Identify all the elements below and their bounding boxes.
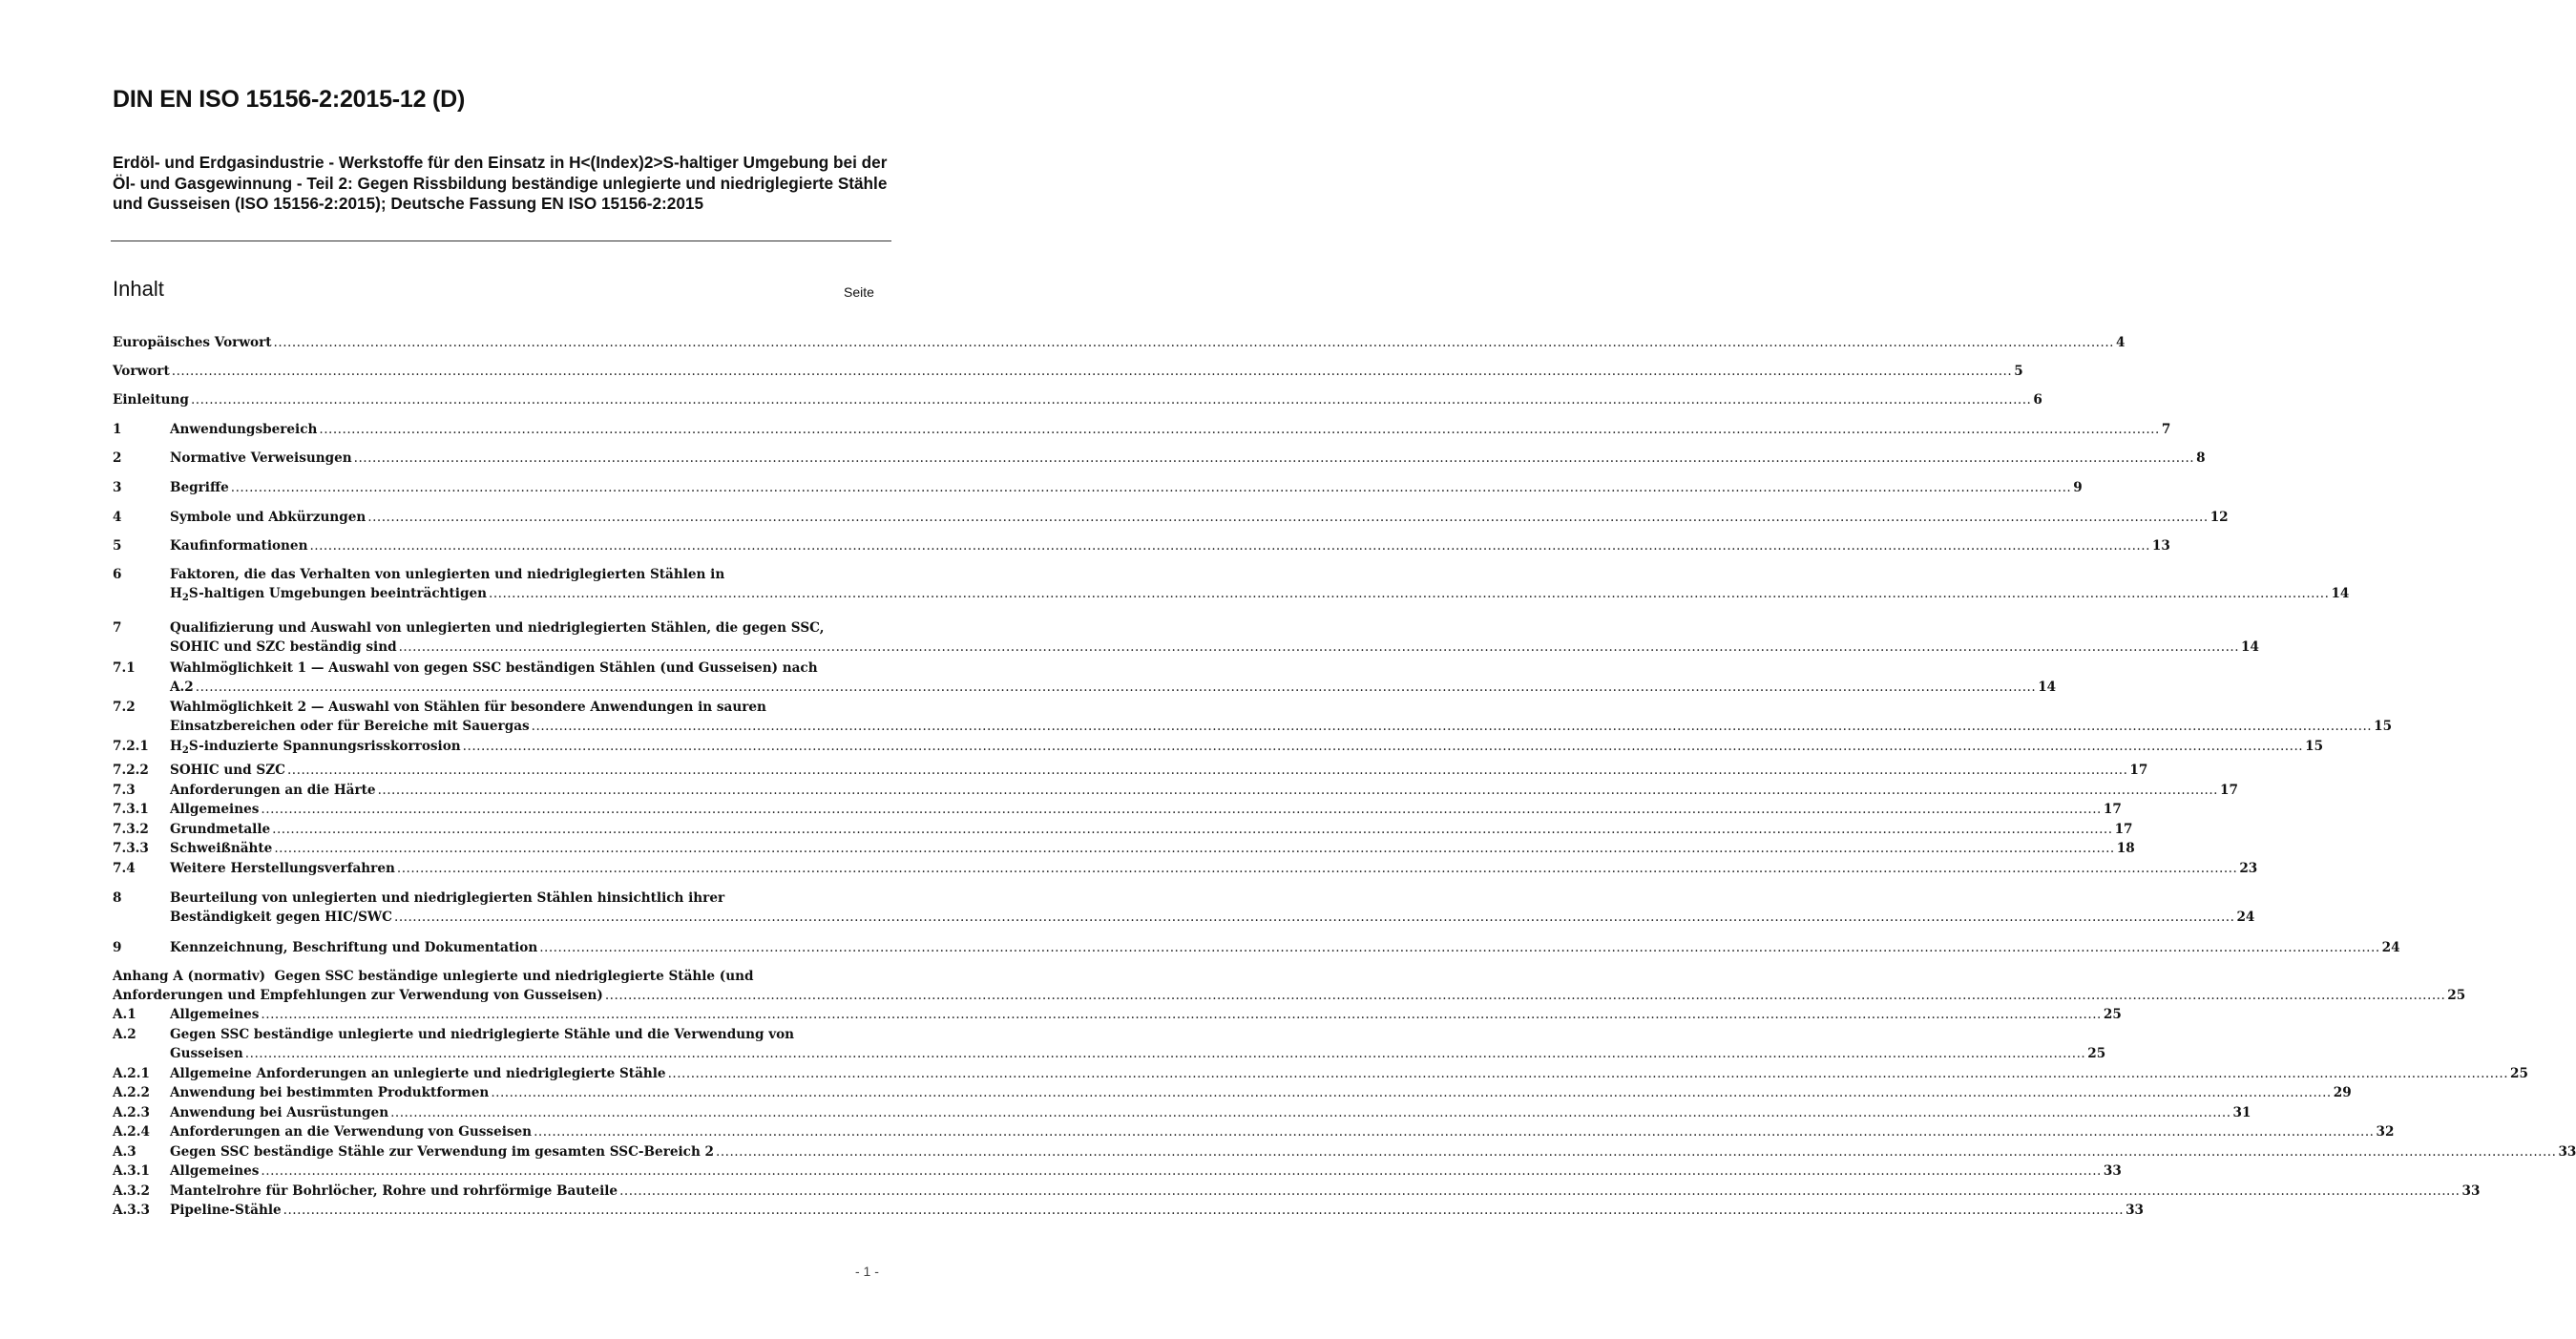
- toc-entry[interactable]: [113, 859, 2258, 878]
- toc-entry-title: [170, 1025, 794, 1044]
- toc-section-number: 7.2: [113, 700, 136, 715]
- toc-page-number: 33: [2103, 1163, 2122, 1179]
- toc-entry-title: [170, 698, 766, 717]
- toc-entry[interactable]: [113, 565, 2350, 609]
- toc-page-number: 13: [2151, 538, 2170, 554]
- toc-page-number: 24: [2236, 910, 2255, 926]
- toc-entry-title: [170, 1122, 532, 1141]
- toc-title-text: Schweißnähte: [170, 841, 273, 856]
- subscript: 2: [181, 745, 189, 756]
- toc-entry[interactable]: [113, 781, 2238, 800]
- toc-leader-dots: ................................................................................................................................................................................................................................................................................................................................................................................................................: [534, 1124, 2375, 1140]
- toc-page-number: 9: [2073, 480, 2083, 495]
- toc-entry[interactable]: [113, 449, 2206, 468]
- toc-leader-dots: ................................................................................................................................................................................................................................................................................................................................................................................................................: [283, 1203, 2125, 1218]
- toc-entry[interactable]: [113, 362, 2023, 381]
- toc-page-number: 25: [2510, 1066, 2528, 1081]
- toc-entry-title: [170, 938, 537, 957]
- toc-section-number: 2: [113, 450, 122, 466]
- toc-title-text: Allgemeines: [170, 1163, 260, 1179]
- toc-page-number: 23: [2239, 861, 2258, 876]
- toc-entry-title-continued: [170, 908, 392, 927]
- toc-page-number: 33: [2126, 1203, 2145, 1218]
- toc-title-text: Allgemeines: [170, 802, 260, 817]
- toc-title-text: Symbole und Abkürzungen: [170, 510, 367, 525]
- toc-section-number: A.1: [113, 1007, 136, 1022]
- toc-section-number: 7.3: [113, 783, 136, 798]
- toc-leader-dots: ................................................................................................................................................................................................................................................................................................................................................................................................................: [390, 1105, 2231, 1120]
- toc-section-number: 7.2.1: [113, 739, 149, 754]
- toc-page-number: 31: [2232, 1105, 2251, 1120]
- toc-entry-title: [170, 1142, 714, 1161]
- toc-entry[interactable]: [113, 1161, 2122, 1181]
- toc-entry-title: [170, 1083, 489, 1102]
- toc-section-number: 3: [113, 480, 122, 495]
- toc-leader-dots: ................................................................................................................................................................................................................................................................................................................................................................................................................: [489, 586, 2330, 602]
- toc-entry[interactable]: [113, 967, 2466, 1006]
- toc-section-number: A.3.3: [113, 1203, 150, 1218]
- toc-title-text: Begriffe: [170, 480, 229, 495]
- toc-leader-dots: ................................................................................................................................................................................................................................................................................................................................................................................................................: [274, 841, 2115, 856]
- toc-section-number: 7.3.2: [113, 822, 149, 837]
- toc-entry[interactable]: [113, 839, 2135, 858]
- toc-leader-dots: ................................................................................................................................................................................................................................................................................................................................................................................................................: [367, 510, 2209, 525]
- toc-entry-title: [113, 362, 170, 381]
- toc-page-number: 25: [2447, 988, 2466, 1004]
- toc-title-part: H: [170, 739, 182, 754]
- toc-entry-title: [170, 839, 272, 858]
- toc-entry-title: [170, 565, 724, 584]
- toc-entry-title: [170, 781, 376, 800]
- toc-title-text: Kaufinformationen: [170, 538, 308, 554]
- toc-entry-title: [170, 1064, 666, 1083]
- toc-title-text: Anforderungen und Empfehlungen zur Verwendung von Gusseisen): [113, 988, 603, 1004]
- toc-heading: Inhalt: [113, 277, 164, 301]
- toc-title-text: SOHIC und SZC beständig sind: [170, 639, 397, 656]
- toc-page-number: 14: [2038, 680, 2057, 696]
- toc-title-text: Europäisches Vorwort: [113, 335, 272, 350]
- toc-entry-title-continued: [170, 678, 194, 697]
- toc-entry-title: [170, 508, 366, 527]
- toc-leader-dots: ................................................................................................................................................................................................................................................................................................................................................................................................................: [244, 1046, 2086, 1062]
- toc-page-number: 12: [2209, 510, 2229, 525]
- toc-title-text: Beurteilung von unlegierten und niedriglegierten Stählen hinsichtlich ihrer: [170, 890, 725, 906]
- toc-title-text: S-haltigen Umgebungen beeinträchtigen: [188, 586, 488, 602]
- toc-entry-title: [170, 420, 317, 439]
- document-subtitle: Erdöl- und Erdgasindustrie - Werkstoffe für den Einsatz in H<(Index)2>S-haltiger Umgebung bei der Öl- und Gasgewinnung - Teil 2: Gegen Rissbildung beständige unlegierte und niedriglegierte Stähle und Gusseisen (ISO 15156-2:2015); Deutsche Fassung EN ISO 15156-2:2015: [113, 153, 888, 213]
- toc-page-number: 15: [2374, 719, 2393, 735]
- toc-title-text: Gegen SSC beständige Stähle zur Verwendung im gesamten SSC-Bereich 2: [170, 1144, 715, 1160]
- toc-section-number: 7.4: [113, 861, 136, 876]
- page-column-label: Seite: [844, 284, 874, 300]
- toc-section-number: 7: [113, 620, 122, 636]
- toc-page-number: 17: [2103, 802, 2122, 817]
- toc-page-number: 24: [2381, 940, 2400, 955]
- toc-page-number: 14: [2331, 586, 2350, 602]
- toc-entry[interactable]: [113, 1142, 2576, 1161]
- toc-entry-title-continued: [170, 1044, 243, 1063]
- toc-title-text: Kennzeichnung, Beschriftung und Dokumentation: [170, 940, 538, 955]
- toc-section-number: 8: [113, 890, 122, 906]
- toc-entry-title: [170, 1103, 388, 1122]
- toc-title-text: Wahlmöglichkeit 1 — Auswahl von gegen SSC beständigen Stählen (und Gusseisen) nach: [170, 660, 818, 676]
- toc-entry-title: [170, 1182, 618, 1201]
- toc-title-text: A.2: [170, 680, 194, 696]
- toc-title-text: Allgemeine Anforderungen an unlegierte und niedriglegierte Stähle: [170, 1066, 666, 1081]
- toc-leader-dots: ................................................................................................................................................................................................................................................................................................................................................................................................................: [394, 910, 2235, 926]
- toc-title-text: Anwendungsbereich: [170, 422, 318, 437]
- toc-title-text: Einsatzbereichen oder für Bereiche mit Sauergas: [170, 719, 530, 735]
- toc-page-number: 17: [2220, 783, 2238, 798]
- toc-section-number: A.2.1: [113, 1066, 150, 1081]
- toc-entry-title: [170, 820, 270, 839]
- toc-page-number: 29: [2333, 1085, 2352, 1100]
- toc-entry[interactable]: [113, 390, 2042, 409]
- toc-leader-dots: ................................................................................................................................................................................................................................................................................................................................................................................................................: [396, 861, 2238, 876]
- toc-entry[interactable]: [113, 536, 2170, 555]
- toc-leader-dots: ................................................................................................................................................................................................................................................................................................................................................................................................................: [619, 1183, 2461, 1199]
- toc-entry-title: [170, 1161, 259, 1181]
- toc-entry[interactable]: [113, 761, 2148, 780]
- toc-section-number: 9: [113, 940, 122, 955]
- toc-leader-dots: ................................................................................................................................................................................................................................................................................................................................................................................................................: [539, 940, 2380, 955]
- toc-page-number: 17: [2114, 822, 2133, 837]
- toc-page-number: 15: [2305, 739, 2324, 754]
- toc-title-text: Beständigkeit gegen HIC/SWC: [170, 910, 392, 926]
- toc-section-number: A.2: [113, 1027, 136, 1042]
- toc-section-number: 7.3.1: [113, 802, 149, 817]
- document-title: DIN EN ISO 15156-2:2015-12 (D): [113, 86, 466, 113]
- toc-title-text: SOHIC und SZC: [170, 763, 285, 778]
- toc-leader-dots: ................................................................................................................................................................................................................................................................................................................................................................................................................: [286, 763, 2128, 778]
- toc-entry[interactable]: [113, 1103, 2251, 1122]
- toc-leader-dots: ................................................................................................................................................................................................................................................................................................................................................................................................................: [353, 450, 2195, 466]
- toc-section-number: A.3.1: [113, 1163, 150, 1179]
- toc-leader-dots: ................................................................................................................................................................................................................................................................................................................................................................................................................: [261, 802, 2102, 817]
- toc-title-text: Grundmetalle: [170, 822, 271, 837]
- toc-entry-title: [170, 800, 259, 819]
- toc-leader-dots: ................................................................................................................................................................................................................................................................................................................................................................................................................: [377, 783, 2219, 798]
- toc-title-text: Allgemeines: [170, 1007, 260, 1022]
- toc-entry[interactable]: [113, 889, 2255, 928]
- toc-title-text: Gegen SSC beständige unlegierte und niedriglegierte Stähle und die Verwendung von: [170, 1027, 795, 1042]
- toc-entry[interactable]: [113, 1025, 2106, 1064]
- toc-section-number: 7.2.2: [113, 763, 149, 778]
- toc-page-number: 4: [2115, 335, 2126, 350]
- toc-title-text: Pipeline-Stähle: [170, 1203, 282, 1218]
- toc-title-text: Mantelrohre für Bohrlöcher, Rohre und rohrförmige Bauteile: [170, 1183, 618, 1199]
- toc-title-text: Gegen SSC beständige unlegierte und niedriglegierte Stähle (und: [274, 969, 754, 984]
- toc-page-number: 6: [2033, 392, 2042, 408]
- toc-page-number: 8: [2196, 450, 2206, 466]
- toc-entry-title-continued: [170, 717, 530, 736]
- toc-entry[interactable]: [113, 737, 2324, 761]
- toc-section-number: A.2.4: [113, 1124, 150, 1140]
- toc-leader-dots: ................................................................................................................................................................................................................................................................................................................................................................................................................: [398, 639, 2240, 656]
- toc-title-text: Weitere Herstellungsverfahren: [170, 861, 395, 876]
- toc-title-text: Normative Verweisungen: [170, 450, 352, 466]
- toc-entry[interactable]: [113, 333, 2126, 352]
- page-number: - 1 -: [855, 1264, 879, 1279]
- toc-entry-title-continued: [170, 638, 397, 657]
- toc-leader-dots: ................................................................................................................................................................................................................................................................................................................................................................................................................: [261, 1007, 2102, 1022]
- toc-title-text: Faktoren, die das Verhalten von unlegierten und niedriglegierten Stählen in: [170, 567, 725, 582]
- toc-annex-label: Anhang A (normativ): [113, 969, 266, 984]
- toc-entry-title: [113, 390, 189, 409]
- toc-entry[interactable]: [113, 938, 2400, 957]
- toc-entry[interactable]: [113, 820, 2133, 839]
- toc-page-number: 33: [2461, 1183, 2481, 1199]
- toc-entry[interactable]: [113, 618, 2259, 658]
- toc-entry-title: [170, 1005, 259, 1024]
- toc-entry-title: [170, 1201, 282, 1220]
- toc-entry[interactable]: [113, 1201, 2145, 1220]
- toc-entry-title-continued: [170, 584, 487, 608]
- toc-entry[interactable]: [113, 1064, 2528, 1083]
- toc-entry[interactable]: [113, 800, 2122, 819]
- toc-leader-dots: ................................................................................................................................................................................................................................................................................................................................................................................................................: [319, 422, 2160, 437]
- toc-section-number: A.2.2: [113, 1085, 150, 1100]
- toc-section-number: 4: [113, 510, 122, 525]
- toc-section-number: 1: [113, 422, 122, 437]
- toc-title-text: Anwendung bei Ausrüstungen: [170, 1105, 389, 1120]
- toc-title-part: H: [170, 586, 182, 602]
- toc-entry[interactable]: [113, 1182, 2481, 1201]
- toc-section-number: 7.1: [113, 660, 136, 676]
- toc-section-number: 5: [113, 538, 122, 554]
- subscript: 2: [181, 593, 189, 604]
- toc-page-number: 25: [2103, 1007, 2122, 1022]
- toc-leader-dots: ................................................................................................................................................................................................................................................................................................................................................................................................................: [190, 392, 2032, 408]
- toc-entry-title: [113, 967, 754, 986]
- toc-entry[interactable]: [113, 1083, 2352, 1102]
- toc-entry-title: [170, 478, 229, 497]
- toc-entry-title: [170, 889, 724, 908]
- toc-title-text: S-induzierte Spannungsrisskorrosion: [188, 739, 461, 754]
- toc-entry[interactable]: [113, 478, 2083, 497]
- toc-title-text: Gusseisen: [170, 1046, 243, 1062]
- toc-entry[interactable]: [113, 1005, 2122, 1024]
- toc-leader-dots: ................................................................................................................................................................................................................................................................................................................................................................................................................: [272, 822, 2113, 837]
- toc-title-text: Anwendung bei bestimmten Produktformen: [170, 1085, 490, 1100]
- toc-entry-title: [170, 618, 824, 638]
- toc-leader-dots: ................................................................................................................................................................................................................................................................................................................................................................................................................: [604, 988, 2446, 1004]
- toc-leader-dots: ................................................................................................................................................................................................................................................................................................................................................................................................................: [171, 364, 2013, 379]
- toc-page-number: 18: [2116, 841, 2135, 856]
- toc-title-text: Anforderungen an die Verwendung von Gusseisen: [170, 1124, 533, 1140]
- toc-section-number: A.3: [113, 1144, 136, 1160]
- toc-entry-title-continued: [113, 986, 603, 1005]
- toc-entry-title: [170, 659, 818, 678]
- toc-page-number: 5: [2014, 364, 2023, 379]
- toc-entry[interactable]: [113, 1122, 2395, 1141]
- toc-entry-title: [170, 737, 461, 761]
- toc-leader-dots: ................................................................................................................................................................................................................................................................................................................................................................................................................: [195, 680, 2037, 696]
- toc-section-number: A.3.2: [113, 1183, 150, 1199]
- toc-title-text: Einleitung: [113, 392, 189, 408]
- toc-entry[interactable]: [113, 508, 2229, 527]
- toc-leader-dots: ................................................................................................................................................................................................................................................................................................................................................................................................................: [273, 335, 2114, 350]
- toc-page-number: 17: [2129, 763, 2148, 778]
- toc-section-number: A.2.3: [113, 1105, 150, 1120]
- toc-leader-dots: ................................................................................................................................................................................................................................................................................................................................................................................................................: [230, 480, 2072, 495]
- toc-page-number: 14: [2241, 639, 2259, 656]
- toc-title-text: Qualifizierung und Auswahl von unlegierten und niedriglegierten Stählen, die gegen SSC,: [170, 620, 825, 636]
- toc-section-number: 6: [113, 567, 122, 582]
- toc-entry-title: [170, 859, 395, 878]
- toc-page-number: 7: [2161, 422, 2171, 437]
- toc-entry-title: [170, 761, 285, 780]
- toc-page-number: 33: [2558, 1144, 2576, 1160]
- toc-entry[interactable]: [113, 659, 2057, 698]
- toc-title-text: Wahlmöglichkeit 2 — Auswahl von Stählen für besondere Anwendungen in sauren: [170, 700, 766, 715]
- toc-title-text: Vorwort: [113, 364, 170, 379]
- toc-page-number: 25: [2087, 1046, 2106, 1062]
- toc-title-text: Anforderungen an die Härte: [170, 783, 376, 798]
- toc-leader-dots: ................................................................................................................................................................................................................................................................................................................................................................................................................: [667, 1066, 2509, 1081]
- toc-leader-dots: ................................................................................................................................................................................................................................................................................................................................................................................................................: [531, 719, 2373, 735]
- toc-entry-title: [170, 536, 307, 555]
- toc-leader-dots: ................................................................................................................................................................................................................................................................................................................................................................................................................: [491, 1085, 2332, 1100]
- toc-leader-dots: ................................................................................................................................................................................................................................................................................................................................................................................................................: [309, 538, 2150, 554]
- toc-entry-title: [113, 333, 272, 352]
- toc-leader-dots: ................................................................................................................................................................................................................................................................................................................................................................................................................: [462, 739, 2304, 754]
- toc-entry[interactable]: [113, 698, 2393, 737]
- toc-page-number: 32: [2376, 1124, 2395, 1140]
- toc-entry-title: [170, 449, 352, 468]
- toc-leader-dots: ................................................................................................................................................................................................................................................................................................................................................................................................................: [716, 1144, 2557, 1160]
- toc-leader-dots: ................................................................................................................................................................................................................................................................................................................................................................................................................: [261, 1163, 2102, 1179]
- toc-entry[interactable]: [113, 420, 2171, 439]
- toc-section-number: 7.3.3: [113, 841, 149, 856]
